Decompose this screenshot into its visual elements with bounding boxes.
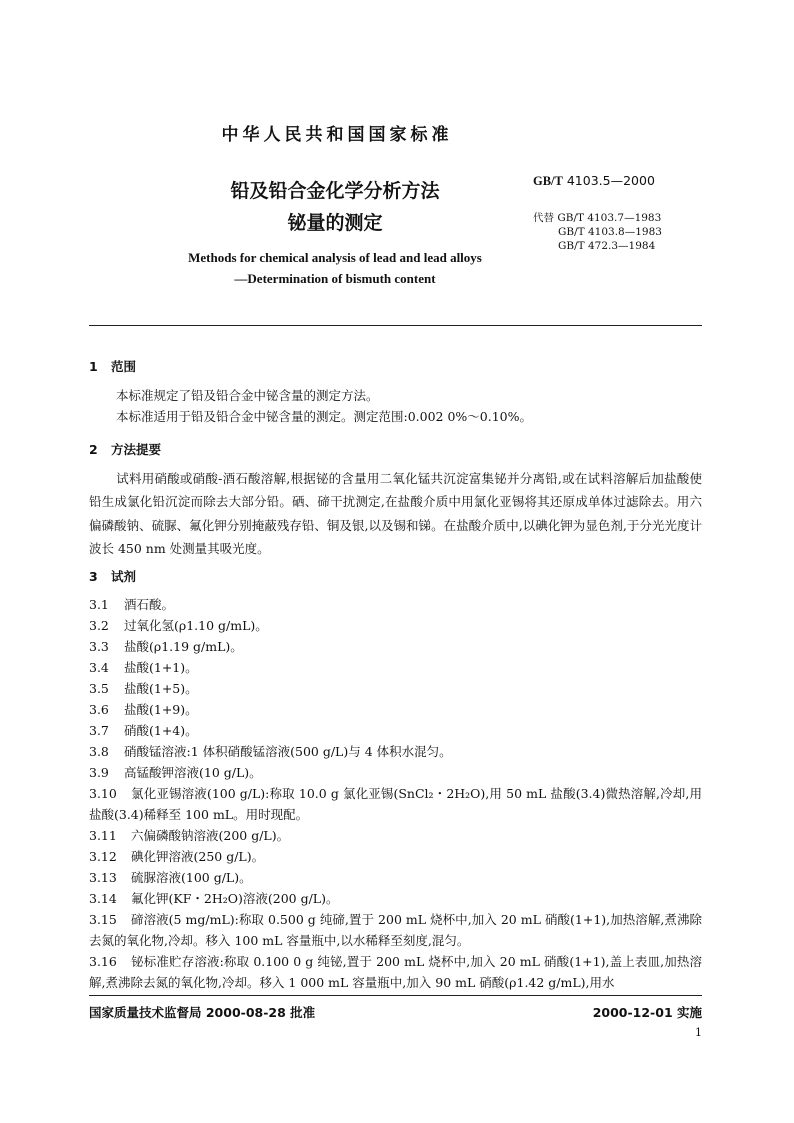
reagent-item: 3.11 六偏磷酸钠溶液(200 g/L)。 <box>89 828 290 843</box>
reagent-item: 3.7 硝酸(1+4)。 <box>89 723 198 738</box>
standard-code: 4103.5—2000 <box>566 173 655 188</box>
reagent-item: 3.5 盐酸(1+5)。 <box>89 681 198 696</box>
title-english-line-1: Methods for chemical analysis of lead and lead alloys <box>188 250 482 265</box>
section-heading-reagents: 3 试剂 <box>89 569 137 584</box>
reagent-item: 3.13 硫脲溶液(100 g/L)。 <box>89 870 252 885</box>
section-heading-principle: 2 方法提要 <box>89 442 162 457</box>
reagent-item: 3.1 酒石酸。 <box>89 597 175 612</box>
replaced-standard-1: GB/T 4103.7—1983 <box>557 212 662 224</box>
reagent-item: 3.3 盐酸(ρ1.19 g/mL)。 <box>89 639 243 654</box>
reagent-item: 3.14 氟化钾(KF・2H₂O)溶液(200 g/L)。 <box>89 891 339 906</box>
reagent-item: 3.8 硝酸锰溶液:1 体积硝酸锰溶液(500 g/L)与 4 体积水混匀。 <box>89 744 452 759</box>
reagent-item: 3.2 过氧化氢(ρ1.10 g/mL)。 <box>89 618 268 633</box>
reagent-item: 3.9 高锰酸钾溶液(10 g/L)。 <box>89 765 262 780</box>
standard-prefix: GB/T <box>533 174 563 188</box>
principle-paragraph: 试料用硝酸或硝酸-酒石酸溶解,根据铋的含量用二氧化锰共沉淀富集铋并分离铅,或在试料溶解后加盐酸使铅生成氯化铅沉淀而除去大部分铅。硒、碲干扰测定,在盐酸介质中用氯化亚锡将其还原成单体过滤除去。用六偏磷酸钠、硫脲、氟化钾分别掩蔽残存铅、铜及银,以及锡和锑。在盐酸介质中,以碘化钾为显色剂,于分光光度计波长 450 nm 处测量其吸光度。 <box>89 471 702 556</box>
page-number: 1 <box>695 1026 702 1039</box>
reagent-item: 3.10 氯化亚锡溶液(100 g/L):称取 10.0 g 氯化亚锡(SnCl₂・2H₂O),用 50 mL 盐酸(3.4)微热溶解,冷却,用盐酸(3.4)稀释至 100 mL。用时现配。 <box>89 786 702 822</box>
approval-date: 国家质量技术监督局 2000-08-28 批准 <box>89 1005 316 1020</box>
replaced-standard-3: GB/T 472.3—1984 <box>558 240 656 252</box>
implementation-date: 2000-12-01 实施 <box>592 1005 702 1020</box>
title-chinese-line-2: 铋量的测定 <box>287 212 383 234</box>
scope-paragraph-1: 本标准规定了铅及铅合金中铋含量的测定方法。 <box>116 388 379 403</box>
replaces-label: 代替 <box>533 212 554 224</box>
reagent-item: 3.16 铋标准贮存溶液:称取 0.100 0 g 纯铋,置于 200 mL 烧杯中,加入 20 mL 硝酸(1+1),盖上表皿,加热溶解,煮沸除去氮的氧化物,冷却。移入 1 000 mL 容量瓶中,加入 90 mL 硝酸(ρ1.42 g/mL),用水 <box>89 954 702 990</box>
reagent-item: 3.4 盐酸(1+1)。 <box>89 660 198 675</box>
title-english-line-2: —Determination of bismuth content <box>234 271 436 286</box>
replaced-standard-2: GB/T 4103.8—1983 <box>558 226 662 238</box>
header-divider <box>89 325 702 326</box>
reagent-item: 3.6 盐酸(1+9)。 <box>89 702 198 717</box>
footer-divider <box>89 995 702 996</box>
scope-paragraph-2: 本标准适用于铅及铅合金中铋含量的测定。测定范围:0.002 0%～0.10%。 <box>116 409 533 424</box>
section-heading-scope: 1 范围 <box>89 359 137 374</box>
reagent-item: 3.12 碘化钾溶液(250 g/L)。 <box>89 849 265 864</box>
title-chinese-line-1: 铅及铅合金化学分析方法 <box>230 180 440 202</box>
reagent-item: 3.15 碲溶液(5 mg/mL):称取 0.500 g 纯碲,置于 200 mL 烧杯中,加入 20 mL 硝酸(1+1),加热溶解,煮沸除去氮的氧化物,冷却。移入 100 mL 容量瓶中,以水稀释至刻度,混匀。 <box>89 912 702 948</box>
national-standard-heading: 中华人民共和国国家标准 <box>221 125 453 145</box>
replaced-standards <box>533 211 662 253</box>
